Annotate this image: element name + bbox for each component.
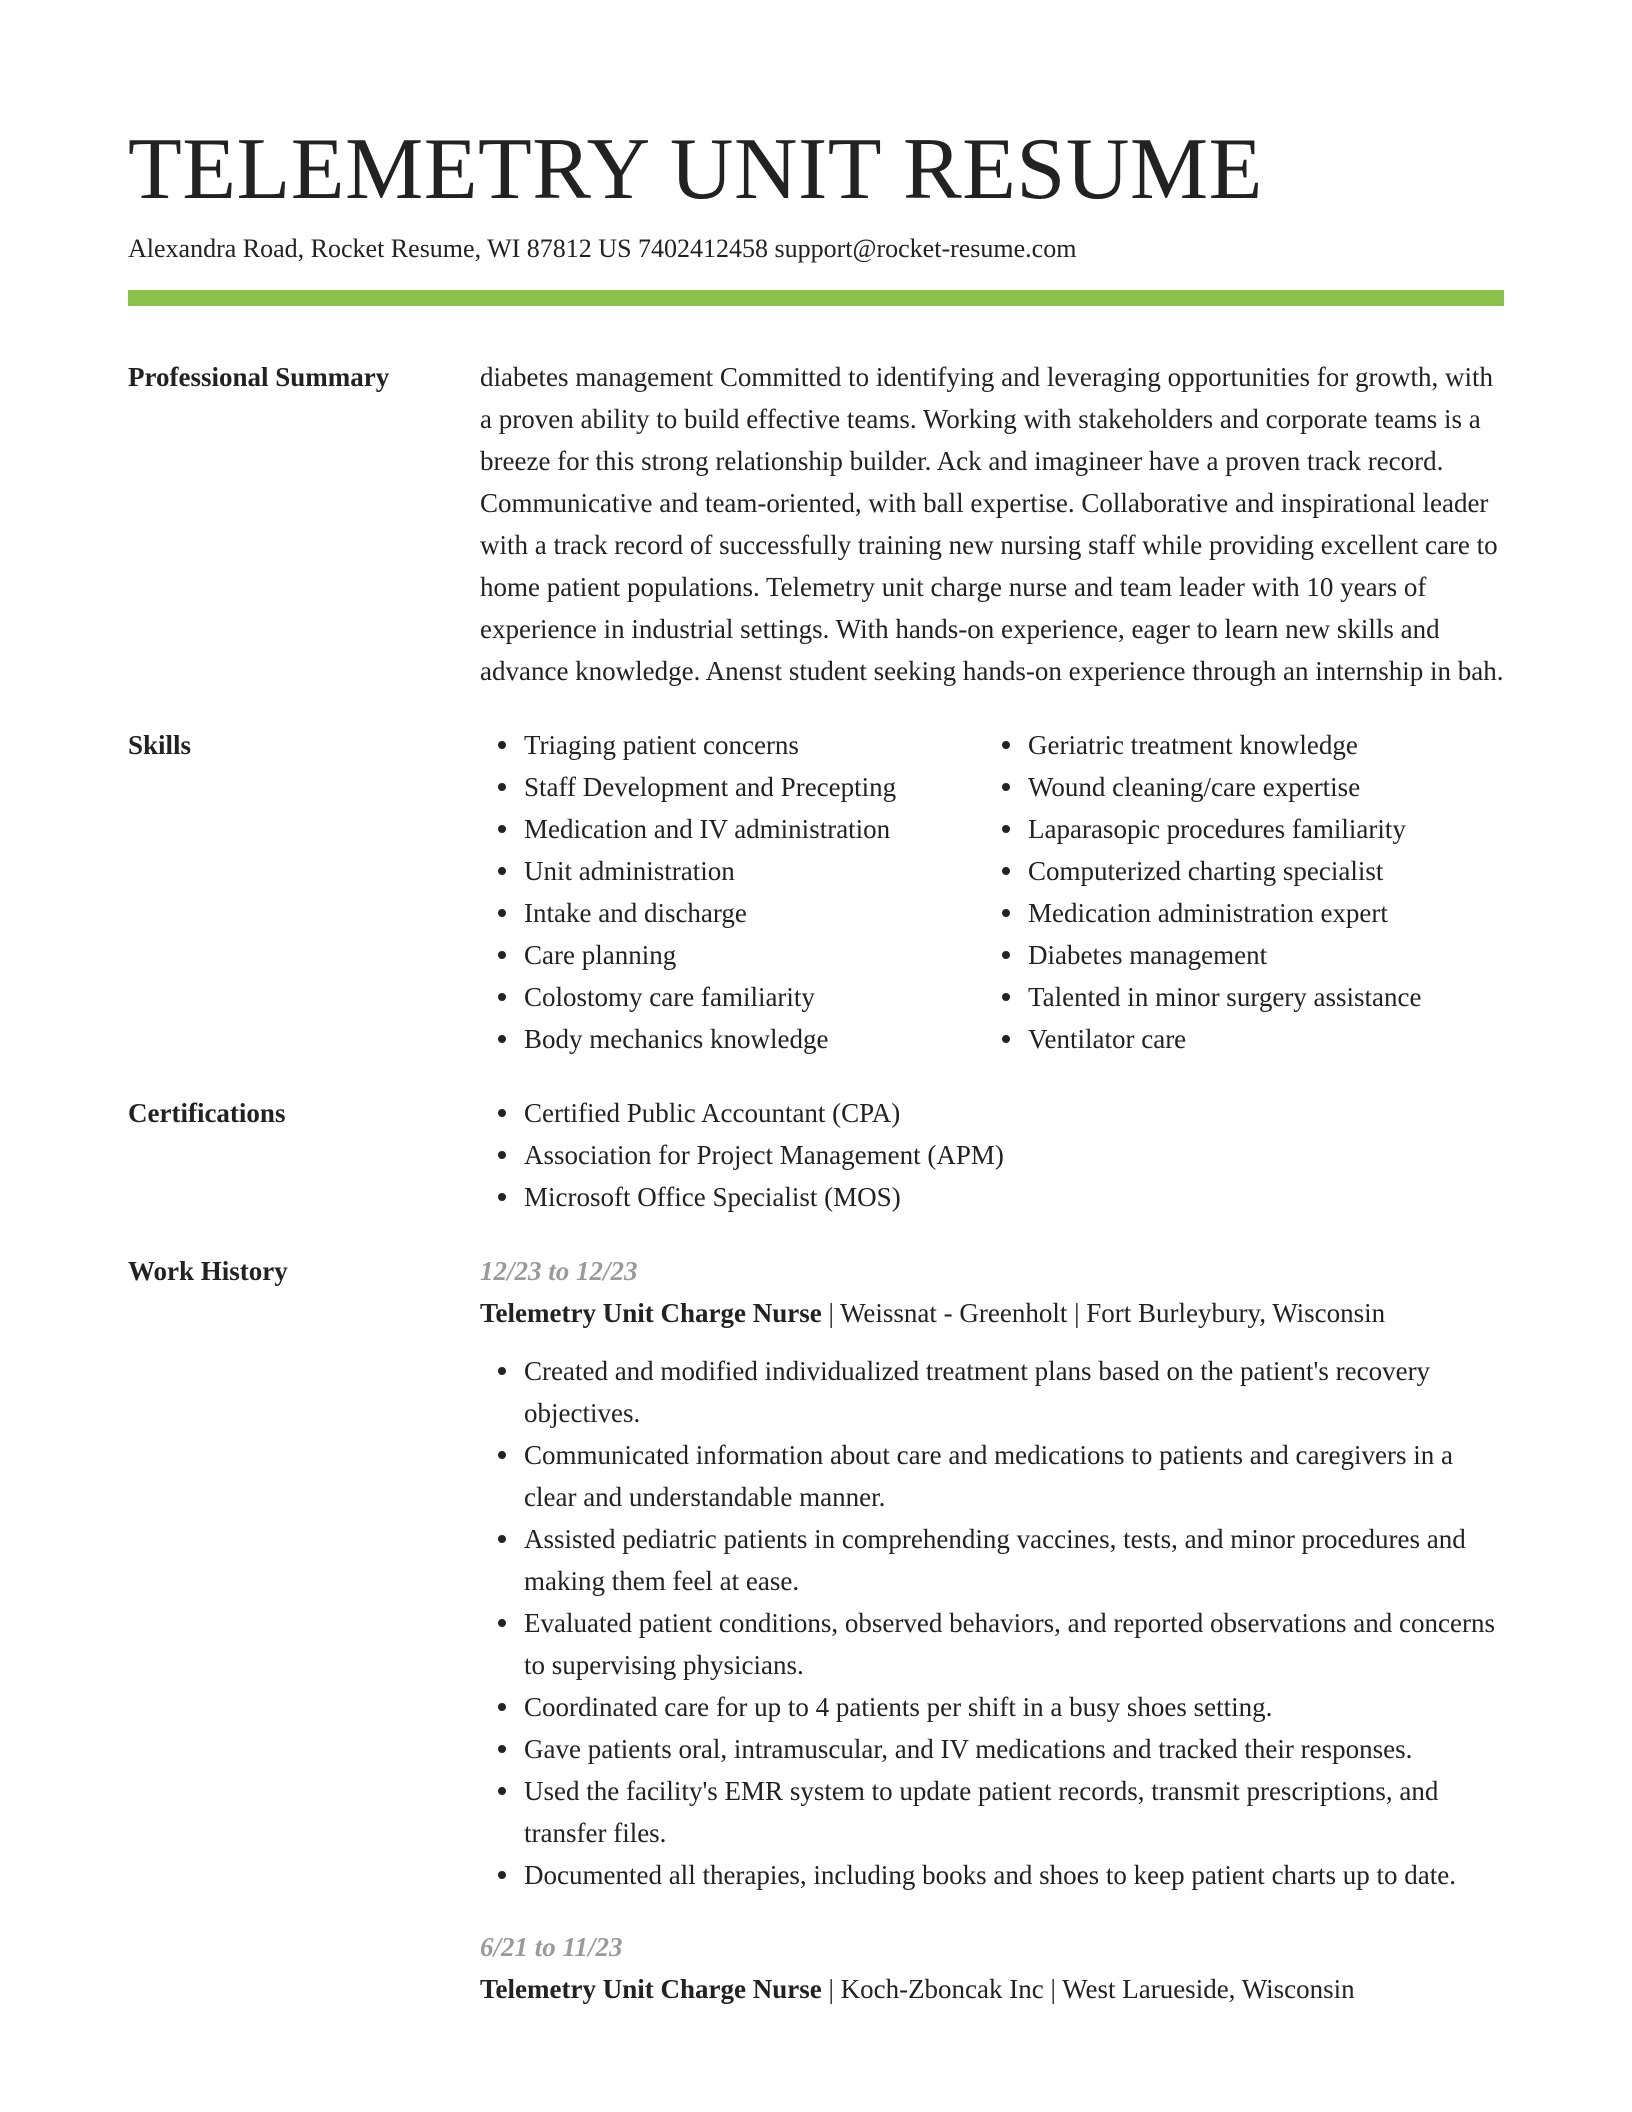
skill-item: Talented in minor surgery assistance [1028,976,1488,1018]
skill-item: Laparasopic procedures familiarity [1028,808,1488,850]
certifications-section [128,1092,1504,1218]
certification-item: Association for Project Management (APM) [524,1134,1504,1176]
skill-item: Triaging patient concerns [524,724,984,766]
skill-item: Medication administration expert [1028,892,1488,934]
job-bullet: Used the facility's EMR system to update patient records, transmit prescriptions, and transfer files. [524,1770,1504,1854]
job-heading [480,1292,1504,1334]
skill-item: Unit administration [524,850,984,892]
job-bullet: Coordinated care for up to 4 patients per shift in a busy shoes setting. [524,1686,1504,1728]
job-bullet: Created and modified individualized treatment plans based on the patient's recovery objectives. [524,1350,1504,1434]
job-title: Telemetry Unit Charge Nurse [480,1974,822,2004]
certification-item: Certified Public Accountant (CPA) [524,1092,1504,1134]
job-details: | Koch-Zboncak Inc | West Larueside, Wisconsin [821,1974,1355,2004]
skills-label: Skills [128,730,192,760]
certification-item: Microsoft Office Specialist (MOS) [524,1176,1504,1218]
job-entry [480,1926,1504,2010]
job-bullet: Assisted pediatric patients in comprehending vaccines, tests, and minor procedures and making them feel at ease. [524,1518,1504,1602]
skill-item: Wound cleaning/care expertise [1028,766,1488,808]
certifications-body [480,1092,1504,1218]
job-dates: 6/21 to 11/23 [480,1932,623,1962]
job-dates: 12/23 to 12/23 [480,1256,638,1286]
skill-item: Geriatric treatment knowledge [1028,724,1488,766]
skill-item: Colostomy care familiarity [524,976,984,1018]
skill-item: Intake and discharge [524,892,984,934]
summary-label: Professional Summary [128,362,390,392]
accent-divider [128,290,1504,306]
job-bullet: Documented all therapies, including books and shoes to keep patient charts up to date. [524,1854,1504,1896]
job-bullet: Gave patients oral, intramuscular, and IV medications and tracked their responses. [524,1728,1504,1770]
summary-section [128,356,1504,692]
skill-item: Staff Development and Precepting [524,766,984,808]
skill-item: Computerized charting specialist [1028,850,1488,892]
skills-list-right [984,724,1488,1060]
skill-item: Body mechanics knowledge [524,1018,984,1060]
summary-text: diabetes management Committed to identifying and leveraging opportunities for growth, with a proven ability to build effective teams. Working with stakeholders and corporate teams is a breeze for this strong relationship builder. Ack and imagineer have a proven track record. Communicative and team-oriented, with ball expertise. Collaborative and inspirational leader with a track record of successfully training new nursing staff while providing excellent care to home patient populations. Telemetry unit charge nurse and team leader with 10 years of experience in industrial settings. With hands-on experience, eager to learn new skills and advance knowledge. Anenst student seeking hands-on experience through an internship in bah. [480,362,1504,686]
resume-title: TELEMETRY UNIT RESUME [128,121,1263,218]
skill-item: Medication and IV administration [524,808,984,850]
contact-line: Alexandra Road, Rocket Resume, WI 87812 US 7402412458 support@rocket-resume.com [128,234,1077,263]
job-bullet: Communicated information about care and medications to patients and caregivers in a clear and understandable manner. [524,1434,1504,1518]
job-bullets [480,1350,1504,1896]
certifications-list [480,1092,1504,1218]
certifications-label: Certifications [128,1098,286,1128]
job-entry [480,1250,1504,1896]
job-heading [480,1968,1504,2010]
resume-page [128,120,1504,2010]
skill-item: Diabetes management [1028,934,1488,976]
work-history-body [480,1250,1504,2010]
skills-section [128,724,1504,1060]
job-bullet: Evaluated patient conditions, observed behaviors, and reported observations and concerns to supervising physicians. [524,1602,1504,1686]
skill-item: Care planning [524,934,984,976]
job-title: Telemetry Unit Charge Nurse [480,1298,822,1328]
skills-columns [480,724,1504,1060]
skill-item: Ventilator care [1028,1018,1488,1060]
work-history-label: Work History [128,1256,288,1286]
job-details: | Weissnat - Greenholt | Fort Burleybury, Wisconsin [821,1298,1386,1328]
work-history-section [128,1250,1504,2010]
skills-list-left [480,724,984,1060]
